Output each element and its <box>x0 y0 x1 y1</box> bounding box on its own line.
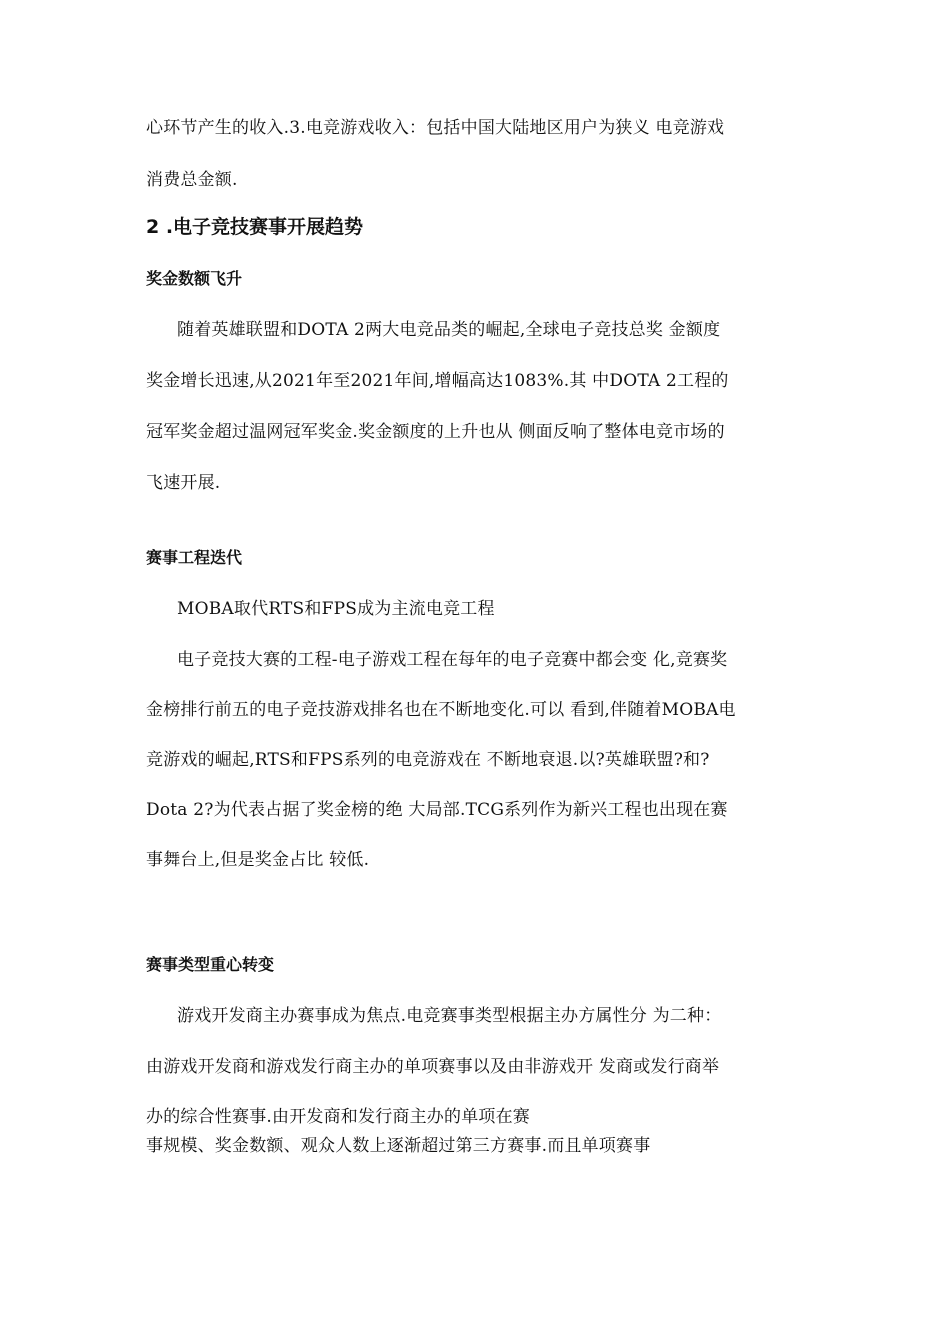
subsection-heading-prize: 奖金数额飞升 <box>146 269 243 288</box>
paragraph-line: 由游戏开发商和游戏发行商主办的单项赛事以及由非游戏开 发商或发行商举 <box>146 1057 720 1077</box>
subsection-heading-iteration: 赛事工程迭代 <box>146 548 243 567</box>
paragraph-line: 奖金增长迅速,从2021年至2021年间,增幅高达1083%.其 中DOTA 2工程的 <box>146 371 729 391</box>
paragraph-line: 游戏开发商主办赛事成为焦点.电竞赛事类型根据主办方属性分 为二种： <box>177 1006 722 1026</box>
paragraph-line: 事舞台上,但是奖金占比 较低. <box>146 850 370 870</box>
section-heading: 2 .电子竞技赛事开展趋势 <box>146 216 364 238</box>
paragraph-line: Dota 2?为代表占据了奖金榜的绝 大局部.TCG系列作为新兴工程也出现在赛 <box>146 800 728 820</box>
paragraph-line: 冠军奖金超过温网冠军奖金.奖金额度的上升也从 侧面反响了整体电竞市场的 <box>146 422 725 442</box>
intro-line-2: 消费总金额. <box>146 170 238 190</box>
intro-line-1: 心环节产生的收入.3.电竞游戏收入：包括中国大陆地区用户为狭义 电竞游戏 <box>146 118 725 138</box>
subsection-heading-shift: 赛事类型重心转变 <box>146 955 275 974</box>
paragraph-line: 竞游戏的崛起,RTS和FPS系列的电竞游戏在 不断地衰退.以?英雄联盟?和? <box>146 750 710 770</box>
paragraph-line: 办的综合性赛事.由开发商和发行商主办的单项在赛 <box>146 1107 531 1127</box>
paragraph-subline: MOBA取代RTS和FPS成为主流电竞工程 <box>177 599 495 619</box>
paragraph-line: 事规模、奖金数额、观众人数上逐渐超过第三方赛事.而且单项赛事 <box>146 1136 651 1156</box>
paragraph-line: 电子竞技大赛的工程-电子游戏工程在每年的电子竞赛中都会变 化,竞赛奖 <box>177 650 728 670</box>
paragraph-line: 金榜排行前五的电子竞技游戏排名也在不断地变化.可以 看到,伴随着MOBA电 <box>146 700 736 720</box>
paragraph-line: 飞速开展. <box>146 473 221 493</box>
paragraph-line: 随着英雄联盟和DOTA 2两大电竞品类的崛起,全球电子竞技总奖 金额度 <box>177 320 721 340</box>
